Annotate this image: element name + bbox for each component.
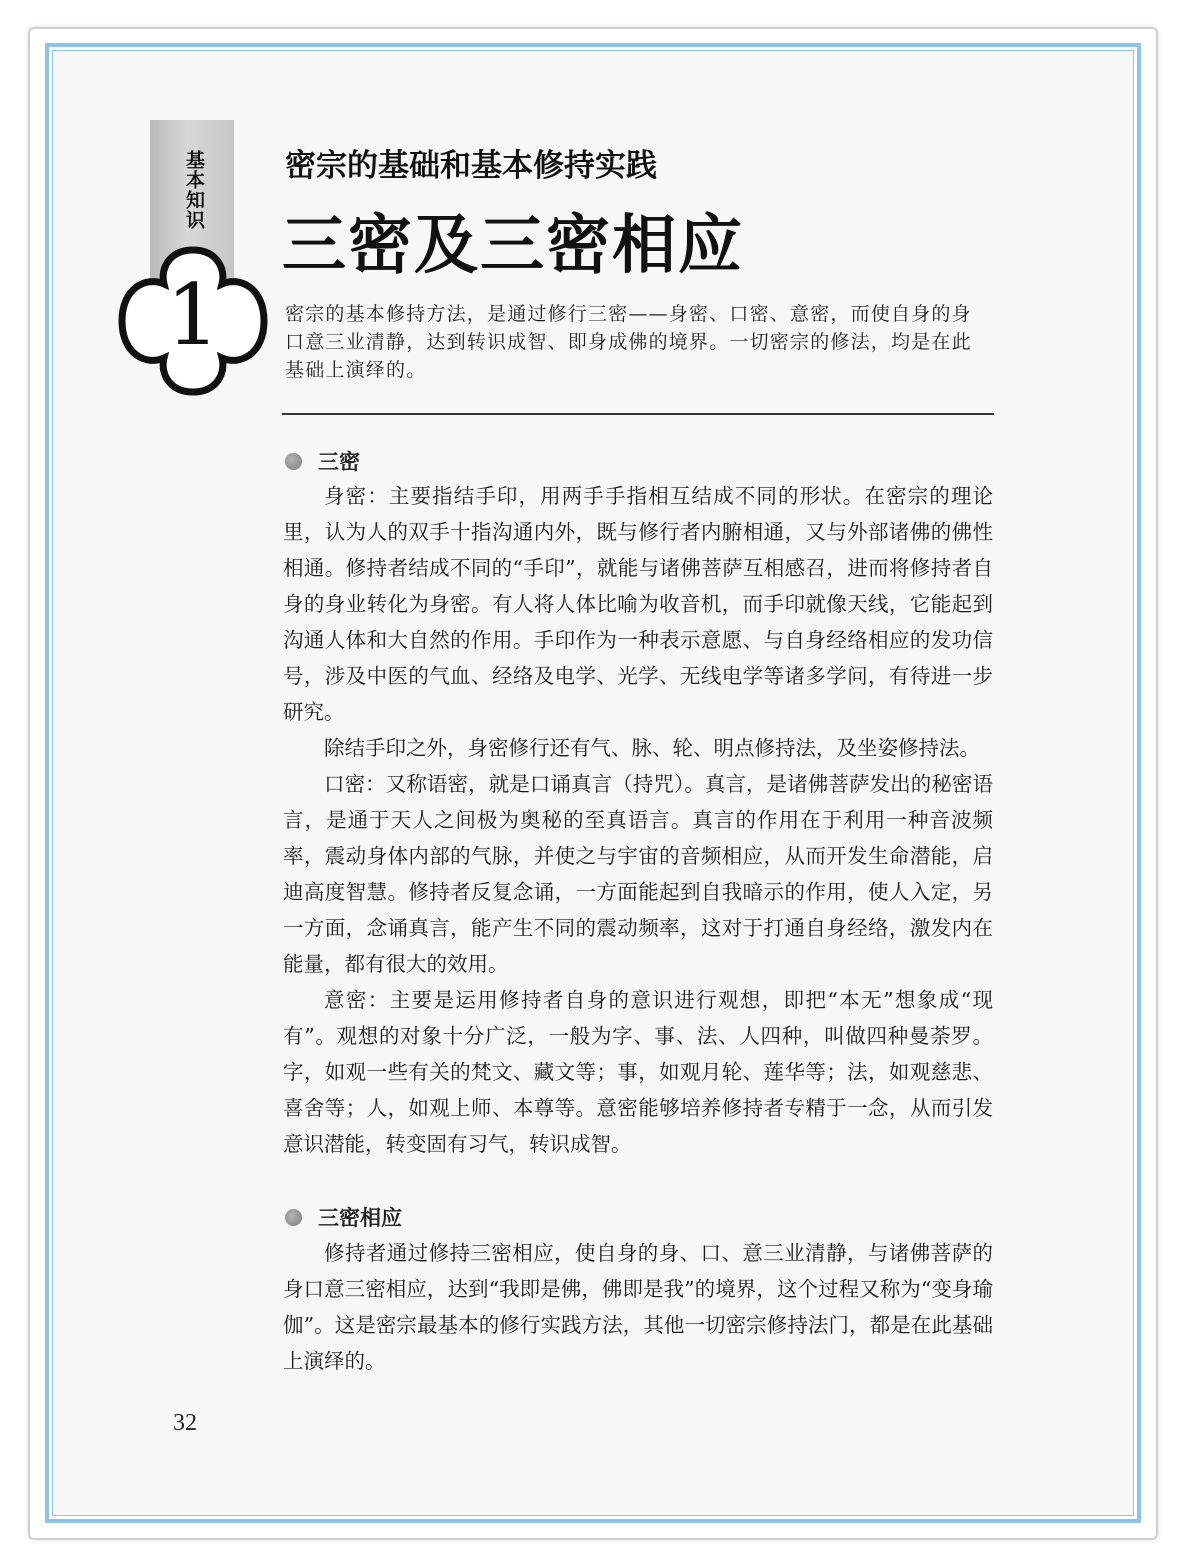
page-subtitle: 密宗的基础和基本修持实践 <box>285 148 657 184</box>
page-title: 三密及三密相应 <box>282 209 744 283</box>
section-tab-label: 基本知识 <box>183 150 205 230</box>
section-heading-sanmi <box>285 446 360 476</box>
bullet-icon <box>285 1209 302 1226</box>
paragraph: 身密：主要指结手印，用两手手指相互结成不同的形状。在密宗的理论里，认为人的双手十指沟通内外，既与修行者内腑相通，又与外部诸佛的佛性相通。修持者结成不同的“手印”，就能与诸佛菩萨互相感召，进而将修持者自身的身业转化为身密。有人将人体比喻为收音机，而手印就像天线，它能起到沟通人体和大自然的作用。手印作为一种表示意愿、与自身经络相应的发功信号，涉及中医的气血、经络及电学、光学、无线电学等诸多学问，有待进一步研究。 <box>283 484 993 724</box>
bullet-icon <box>285 453 302 470</box>
chapter-number: 1 <box>166 266 220 364</box>
section-heading-text: 三密 <box>318 450 360 474</box>
section-body-sanmi <box>283 478 993 1162</box>
intro-paragraph: 密宗的基本修持方法，是通过修行三密——身密、口密、意密，而使自身的身口意三业清静，达到转识成智、即身成佛的境界。一切密宗的修法，均是在此基础上演绎的。 <box>285 303 972 381</box>
page-number: 32 <box>173 1410 197 1436</box>
section-body-sanmi-xiangying <box>283 1235 993 1379</box>
section-heading-text: 三密相应 <box>318 1206 402 1230</box>
paragraph: 意密：主要是运用修持者自身的意识进行观想，即把“本无”想象成“现有”。观想的对象十分广泛，一般为字、事、法、人四种，叫做四种曼荼罗。字，如观一些有关的梵文、藏文等；事，如观月轮、莲华等；法，如观慈悲、喜舍等；人，如观上师、本尊等。意密能够培养修持者专精于一念，从而引发意识潜能，转变固有习气，转识成智。 <box>283 988 993 1156</box>
paragraph: 除结手印之外，身密修行还有气、脉、轮、明点修持法，及坐姿修持法。 <box>324 736 980 760</box>
paragraph: 修持者通过修持三密相应，使自身的身、口、意三业清静，与诸佛菩萨的身口意三密相应，达到“我即是佛，佛即是我”的境界，这个过程又称为“变身瑜伽”。这是密宗最基本的修行实践方法，其他一切密宗修持法门，都是在此基础上演绎的。 <box>283 1241 993 1373</box>
section-heading-sanmi-xiangying <box>285 1202 402 1232</box>
paragraph: 口密：又称语密，就是口诵真言（持咒）。真言，是诸佛菩萨发出的秘密语言，是通于天人之间极为奥秘的至真语言。真言的作用在于利用一种音波频率，震动身体内部的气脉，并使之与宇宙的音频相应，从而开发生命潜能，启迪高度智慧。修持者反复念诵，一方面能起到自我暗示的作用，使人入定，另一方面，念诵真言，能产生不同的震动频率，这对于打通自身经络，激发内在能量，都有很大的效用。 <box>283 772 993 976</box>
divider <box>282 413 994 415</box>
